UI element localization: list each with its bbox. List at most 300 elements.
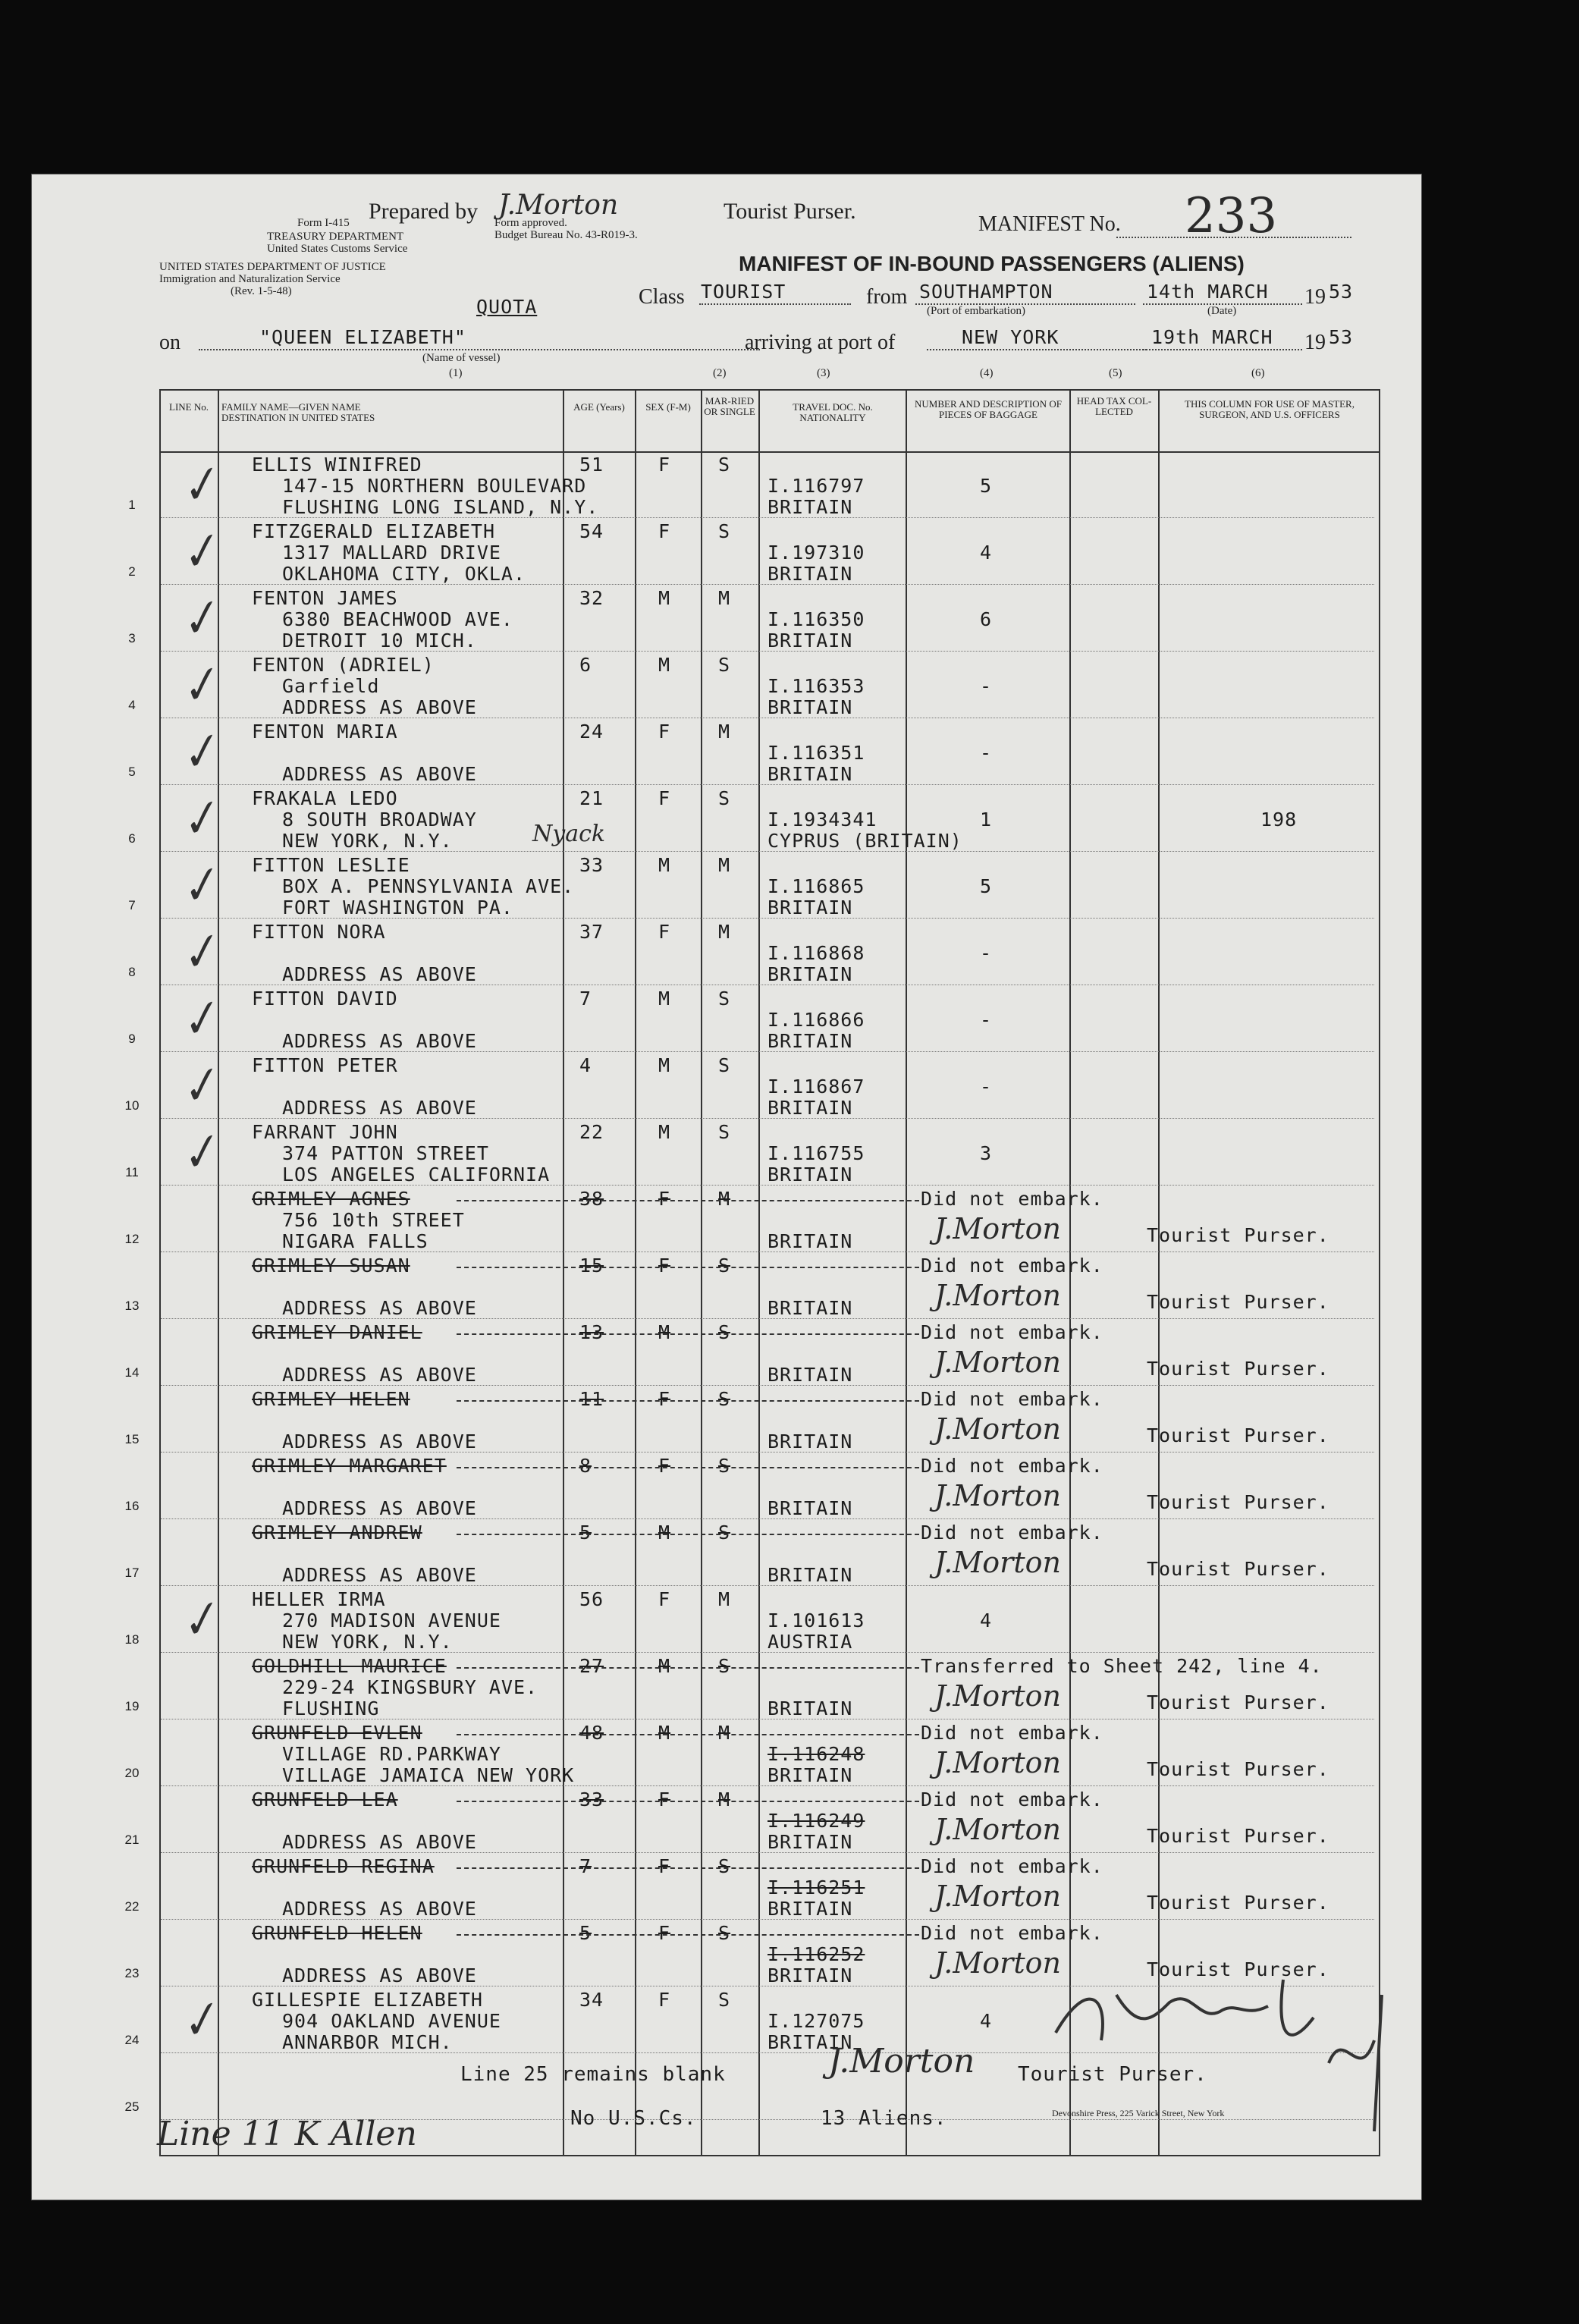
- col-number-5: (5): [1109, 367, 1122, 379]
- row-purser-signature: J.Morton: [934, 1679, 1061, 1713]
- row-age: 38: [579, 1188, 604, 1210]
- row-baggage: 4: [980, 2010, 993, 2032]
- budget-bureau: Budget Bureau No. 43-R019-3.: [494, 229, 638, 241]
- row-sex: M: [658, 1655, 671, 1677]
- row-address-2: NIGARA FALLS: [282, 1230, 428, 1252]
- manifest-no-value: 233: [1185, 188, 1278, 244]
- row-line-number: 21: [124, 1833, 140, 1847]
- row-address-2: ADDRESS AS ABOVE: [282, 763, 477, 785]
- row-marital-status: S: [718, 1255, 731, 1277]
- row-address-2: ADDRESS AS ABOVE: [282, 1497, 477, 1519]
- col-header-travel-doc: TRAVEL DOC. No. NATIONALITY: [793, 401, 873, 423]
- row-baggage: -: [980, 742, 993, 764]
- row-travel-doc: I.116866: [768, 1009, 865, 1031]
- row-line-number: 11: [125, 1165, 139, 1179]
- row-marital-status: S: [718, 1321, 731, 1343]
- table-row: [32, 919, 1421, 986]
- row-name: FITTON DAVID: [252, 988, 398, 1010]
- row-name: GRIMLEY DANIEL: [252, 1321, 422, 1343]
- officer-handwriting: [1041, 1949, 1405, 2147]
- row-strike-dashes: [457, 1801, 919, 1802]
- row-name: GRIMLEY SUSAN: [252, 1255, 410, 1277]
- row-strike-dashes: [457, 1534, 919, 1535]
- table-row: [32, 1186, 1421, 1253]
- row-address-1: 6380 BEACHWOOD AVE.: [282, 608, 513, 630]
- row-age: 4: [579, 1054, 592, 1076]
- check-mark-icon: ✓: [172, 988, 225, 1052]
- row-sex: F: [658, 1388, 671, 1410]
- row-line-number: 9: [128, 1032, 136, 1046]
- table-row: [32, 1253, 1421, 1320]
- prepared-by-label: Prepared by: [369, 199, 479, 224]
- table-row: [32, 519, 1421, 586]
- row-nationality: BRITAIN: [768, 1431, 853, 1452]
- row-remark: Tourist Purser.: [1147, 1691, 1329, 1713]
- col-number-6: (6): [1251, 367, 1265, 379]
- col-header-sex: SEX (F-M): [645, 401, 691, 413]
- row-purser-signature: J.Morton: [934, 1546, 1061, 1579]
- row-age: 22: [579, 1121, 604, 1143]
- row-age: 48: [579, 1722, 604, 1744]
- row-remark: Tourist Purser.: [1147, 1892, 1329, 1914]
- table-row: [32, 719, 1421, 786]
- row-address-2: ADDRESS AS ABOVE: [282, 1831, 477, 1853]
- row-age: 13: [579, 1321, 604, 1343]
- row-age: 51: [579, 454, 604, 476]
- row-address-1: VILLAGE RD.PARKWAY: [282, 1743, 501, 1765]
- row-marital-status: M: [718, 854, 731, 876]
- row-sex: M: [658, 654, 671, 676]
- row-sex: F: [658, 1455, 671, 1477]
- row-marital-status: M: [718, 921, 731, 943]
- row-nationality: BRITAIN: [768, 2031, 853, 2053]
- row-name: FARRANT JOHN: [252, 1121, 398, 1143]
- table-row: [32, 1320, 1421, 1387]
- row-marital-status: S: [718, 520, 731, 542]
- row-sex: F: [658, 1989, 671, 2011]
- row-remark: Tourist Purser.: [1147, 1491, 1329, 1513]
- customs-service: United States Customs Service: [267, 243, 408, 255]
- table-row: [32, 1520, 1421, 1587]
- row-strike-dashes: [457, 1467, 919, 1468]
- row-nationality: CYPRUS (BRITAIN): [768, 830, 962, 852]
- row-line-number: 7: [128, 898, 136, 912]
- row-purser-signature: J.Morton: [934, 1279, 1061, 1312]
- row-nationality: BRITAIN: [768, 1030, 853, 1052]
- row-address-1: 147-15 NORTHERN BOULEVARD: [282, 475, 587, 497]
- row-age: 7: [579, 1855, 592, 1877]
- table-row: [32, 786, 1421, 853]
- on-label: on: [159, 331, 181, 354]
- row-line-number: 5: [128, 765, 136, 779]
- check-mark-icon: ✓: [172, 521, 225, 585]
- row-nationality: BRITAIN: [768, 1230, 853, 1252]
- check-mark-icon: ✓: [172, 1589, 225, 1653]
- from-caption: (Port of embarkation): [927, 305, 1025, 317]
- row-nationality: BRITAIN: [768, 897, 853, 919]
- row-nationality: BRITAIN: [768, 1964, 853, 1986]
- row-marital-status: M: [718, 1588, 731, 1610]
- row-strike-dashes: [457, 1667, 919, 1669]
- row-sex: F: [658, 1789, 671, 1811]
- row-address-1: 374 PATTON STREET: [282, 1142, 489, 1164]
- table-row: [32, 586, 1421, 652]
- row-line-number: 1: [128, 498, 136, 512]
- row-address-2: ADDRESS AS ABOVE: [282, 696, 477, 718]
- row-nationality: BRITAIN: [768, 1364, 853, 1386]
- col-number-3: (3): [817, 367, 830, 379]
- row-travel-doc: I.116755: [768, 1142, 865, 1164]
- row-line-number: 13: [124, 1299, 140, 1313]
- row-baggage: 4: [980, 542, 993, 564]
- row-nationality: BRITAIN: [768, 1297, 853, 1319]
- row-nationality: BRITAIN: [768, 1564, 853, 1586]
- row-line-number: 8: [128, 965, 136, 979]
- row-travel-doc: I.116249: [768, 1810, 865, 1832]
- table-row: [32, 452, 1421, 519]
- row-line-number: 19: [124, 1699, 140, 1713]
- row-line-number: 24: [124, 2033, 140, 2047]
- row-baggage: Did not embark.: [921, 1922, 1103, 1944]
- table-row: [32, 1854, 1421, 1920]
- row-baggage: -: [980, 942, 993, 964]
- depart-year-prefix: 19: [1304, 285, 1326, 309]
- arrival-year-prefix: 19: [1304, 331, 1326, 354]
- row-baggage: Did not embark.: [921, 1188, 1103, 1210]
- row-baggage: Did not embark.: [921, 1255, 1103, 1277]
- row-sex: F: [658, 1255, 671, 1277]
- row-nationality: BRITAIN: [768, 496, 853, 518]
- row-sex: M: [658, 988, 671, 1010]
- row-marital-status: S: [718, 1455, 731, 1477]
- row-baggage: -: [980, 675, 993, 697]
- row-address-2: ADDRESS AS ABOVE: [282, 963, 477, 985]
- row-nationality: BRITAIN: [768, 1697, 853, 1719]
- table-row: [32, 986, 1421, 1053]
- row-nationality: BRITAIN: [768, 563, 853, 585]
- row-line-number: 3: [128, 631, 136, 645]
- manifest-sheet: [32, 174, 1421, 2200]
- check-mark-icon: ✓: [172, 588, 225, 652]
- row-travel-doc: I.116353: [768, 675, 865, 697]
- row-nationality: BRITAIN: [768, 1898, 853, 1920]
- row-address-2: ADDRESS AS ABOVE: [282, 1564, 477, 1586]
- row-age: 15: [579, 1255, 604, 1277]
- row-purser-signature: J.Morton: [934, 1813, 1061, 1846]
- col-header-name: FAMILY NAME—GIVEN NAME DESTINATION IN UNITED STATES: [221, 401, 375, 423]
- row-remark: Tourist Purser.: [1147, 1758, 1329, 1780]
- table-row: [32, 1587, 1421, 1653]
- row-nationality: BRITAIN: [768, 1764, 853, 1786]
- row-remark: Tourist Purser.: [1147, 1558, 1329, 1580]
- row-nationality: BRITAIN: [768, 1497, 853, 1519]
- row-baggage: Did not embark.: [921, 1722, 1103, 1744]
- row-name: GRIMLEY MARGARET: [252, 1455, 447, 1477]
- row-travel-doc: I.116351: [768, 742, 865, 764]
- row-purser-signature: J.Morton: [934, 1212, 1061, 1245]
- arriving-label: arriving at port of: [745, 331, 896, 354]
- check-mark-icon: ✓: [172, 655, 225, 718]
- from-value: SOUTHAMPTON: [919, 281, 1053, 303]
- row-sex: F: [658, 1588, 671, 1610]
- row-age: 11: [579, 1388, 604, 1410]
- row-line-number: 14: [124, 1365, 140, 1380]
- row-nationality: AUSTRIA: [768, 1631, 853, 1653]
- row-sex: M: [658, 1121, 671, 1143]
- no-uscs: No U.S.Cs.: [570, 2107, 697, 2130]
- row-address-2: FORT WASHINGTON PA.: [282, 897, 513, 919]
- row-name: GRUNFELD HELEN: [252, 1922, 422, 1944]
- row-nationality: BRITAIN: [768, 763, 853, 785]
- printer-credit: Devonshire Press, 225 Varick Street, New York: [1052, 2108, 1225, 2118]
- table-row: [32, 1053, 1421, 1120]
- row-baggage: 5: [980, 875, 993, 897]
- col-header-baggage: NUMBER AND DESCRIPTION OF PIECES OF BAGGAGE: [915, 398, 1062, 420]
- manifest-title: MANIFEST OF IN-BOUND PASSENGERS (ALIENS): [739, 252, 1245, 275]
- row-address-2: ADDRESS AS ABOVE: [282, 1364, 477, 1386]
- row-handwritten-note: Nyack: [532, 821, 606, 847]
- table-row: [32, 1387, 1421, 1453]
- row-strike-dashes: [457, 1400, 919, 1402]
- row-age: 5: [579, 1922, 592, 1944]
- row-name: FENTON JAMES: [252, 587, 398, 609]
- row-strike-dashes: [457, 1200, 919, 1201]
- row-baggage: 3: [980, 1142, 993, 1164]
- row-address-1: 229-24 KINGSBURY AVE.: [282, 1676, 538, 1698]
- row-address-2: ADDRESS AS ABOVE: [282, 1898, 477, 1920]
- row-travel-doc: I.116867: [768, 1076, 865, 1098]
- row-address-2: ADDRESS AS ABOVE: [282, 1431, 477, 1452]
- row-name: FITTON NORA: [252, 921, 386, 943]
- row-remark: Tourist Purser.: [1147, 1224, 1329, 1246]
- table-row: [32, 652, 1421, 719]
- form-approved: Form approved.: [494, 217, 567, 229]
- row-age: 8: [579, 1455, 592, 1477]
- row-travel-doc: I.116868: [768, 942, 865, 964]
- date-caption: (Date): [1207, 305, 1237, 317]
- row-name: GOLDHILL MAURICE: [252, 1655, 447, 1677]
- row-sex: F: [658, 921, 671, 943]
- row-age: 6: [579, 654, 592, 676]
- row-purser-signature: J.Morton: [934, 1346, 1061, 1379]
- check-mark-icon: ✓: [172, 1122, 225, 1186]
- table-row: [32, 1453, 1421, 1520]
- row-age: 54: [579, 520, 604, 542]
- row-baggage: 5: [980, 475, 993, 497]
- row-marital-status: S: [718, 787, 731, 809]
- row-baggage: -: [980, 1076, 993, 1098]
- row-sex: F: [658, 721, 671, 743]
- col-number-4: (4): [980, 367, 994, 379]
- row-name: FITTON PETER: [252, 1054, 398, 1076]
- row-line-number: 2: [128, 564, 136, 579]
- row-sex: M: [658, 587, 671, 609]
- row-address-2: ADDRESS AS ABOVE: [282, 1964, 477, 1986]
- row-name: FITZGERALD ELIZABETH: [252, 520, 496, 542]
- manifest-no-label: MANIFEST No.: [978, 212, 1121, 236]
- depart-year: 53: [1329, 281, 1354, 303]
- table-row: [32, 1787, 1421, 1854]
- depart-date: 14th MARCH: [1147, 281, 1269, 303]
- row-travel-doc: I.116350: [768, 608, 865, 630]
- row-marital-status: S: [718, 1121, 731, 1143]
- row-address-2: FLUSHING: [282, 1697, 380, 1719]
- row-age: 34: [579, 1989, 604, 2011]
- check-mark-icon: ✓: [172, 454, 225, 518]
- row-baggage: Did not embark.: [921, 1855, 1103, 1877]
- row-name: FITTON LESLIE: [252, 854, 410, 876]
- check-mark-icon: ✓: [172, 855, 225, 919]
- vessel-name: "QUEEN ELIZABETH": [259, 326, 466, 348]
- row-address-2: OKLAHOMA CITY, OKLA.: [282, 563, 526, 585]
- table-row: [32, 853, 1421, 919]
- check-mark-icon: ✓: [172, 922, 225, 985]
- row-sex: F: [658, 1922, 671, 1944]
- col-header-officers: THIS COLUMN FOR USE OF MASTER, SURGEON, AND U.S. OFFICERS: [1185, 398, 1355, 420]
- row-age: 21: [579, 787, 604, 809]
- row-baggage: Did not embark.: [921, 1789, 1103, 1811]
- aliens-count: 13 Aliens.: [821, 2107, 947, 2130]
- row-marital-status: S: [718, 988, 731, 1010]
- check-mark-icon: ✓: [172, 1990, 225, 2053]
- row-marital-status: M: [718, 721, 731, 743]
- row-baggage: -: [980, 1009, 993, 1031]
- form-number: Form I-415: [297, 217, 350, 229]
- row-sex: F: [658, 787, 671, 809]
- row-remark: Tourist Purser.: [1147, 1825, 1329, 1847]
- row-travel-doc: I.116252: [768, 1943, 865, 1965]
- row-marital-status: M: [718, 1789, 731, 1811]
- row-name: GRUNFELD EVLEN: [252, 1722, 422, 1744]
- class-value: TOURIST: [701, 281, 786, 303]
- row-address-2: ADDRESS AS ABOVE: [282, 1297, 477, 1319]
- table-row: [32, 1720, 1421, 1787]
- vessel-caption: (Name of vessel): [422, 352, 501, 364]
- row-baggage: 1: [980, 809, 993, 831]
- row-marital-status: M: [718, 1722, 731, 1744]
- row-remark: Tourist Purser.: [1147, 1291, 1329, 1313]
- row-marital-status: S: [718, 1655, 731, 1677]
- row-remark: Tourist Purser.: [1147, 1424, 1329, 1446]
- row-sex: F: [658, 1855, 671, 1877]
- row-line-number: 10: [124, 1098, 140, 1113]
- row-sex: F: [658, 1188, 671, 1210]
- row-name: FENTON MARIA: [252, 721, 398, 743]
- row-strike-dashes: [457, 1934, 919, 1936]
- row-travel-doc: I.1934341: [768, 809, 877, 831]
- row-name: FRAKALA LEDO: [252, 787, 398, 809]
- row-age: 7: [579, 988, 592, 1010]
- row-address-2: ADDRESS AS ABOVE: [282, 1097, 477, 1119]
- row-address-1: Garfield: [282, 675, 380, 697]
- row-officer-column: 198: [1260, 809, 1298, 831]
- row-address-1: 904 OAKLAND AVENUE: [282, 2010, 501, 2032]
- row-line-number: 16: [124, 1499, 140, 1513]
- quota-label: QUOTA: [476, 296, 538, 318]
- row-nationality: BRITAIN: [768, 1164, 853, 1186]
- row-travel-doc: I.116797: [768, 475, 865, 497]
- row-travel-doc: I.116865: [768, 875, 865, 897]
- col-number-2: (2): [713, 367, 727, 379]
- row-age: 37: [579, 921, 604, 943]
- row-marital-status: S: [718, 1922, 731, 1944]
- row-marital-status: S: [718, 1855, 731, 1877]
- row-age: 33: [579, 854, 604, 876]
- from-label: from: [866, 285, 908, 309]
- row-line-number: 23: [124, 1966, 140, 1980]
- row-line-number: 12: [124, 1232, 140, 1246]
- row-sex: M: [658, 1321, 671, 1343]
- row-sex: M: [658, 854, 671, 876]
- row-address-1: 1317 MALLARD DRIVE: [282, 542, 501, 564]
- row-baggage: Did not embark.: [921, 1522, 1103, 1544]
- row-purser-signature: J.Morton: [934, 1746, 1061, 1779]
- check-mark-icon: ✓: [172, 788, 225, 852]
- row-sex: F: [658, 520, 671, 542]
- row-name: GRUNFELD LEA: [252, 1789, 398, 1811]
- row-travel-doc: I.116251: [768, 1876, 865, 1898]
- row-strike-dashes: [457, 1867, 919, 1869]
- row-line-number: 25: [124, 2099, 140, 2114]
- row-travel-doc: I.127075: [768, 2010, 865, 2032]
- row-baggage: Did not embark.: [921, 1388, 1103, 1410]
- row-strike-dashes: [457, 1267, 919, 1268]
- row-nationality: BRITAIN: [768, 1831, 853, 1853]
- footer-purser: Tourist Purser.: [1018, 2063, 1207, 2086]
- row-name: HELLER IRMA: [252, 1588, 386, 1610]
- row-age: 33: [579, 1789, 604, 1811]
- col-header-married: MAR-RIED OR SINGLE: [704, 395, 755, 417]
- row-sex: M: [658, 1722, 671, 1744]
- row-line-number: 4: [128, 698, 136, 712]
- row-travel-doc: I.101613: [768, 1610, 865, 1632]
- row-marital-status: S: [718, 454, 731, 476]
- row-line-number: 6: [128, 831, 136, 846]
- check-mark-icon: ✓: [172, 721, 225, 785]
- row-remark: Tourist Purser.: [1147, 1958, 1329, 1980]
- row-line-number: 17: [124, 1566, 140, 1580]
- row-nationality: BRITAIN: [768, 963, 853, 985]
- check-mark-icon: ✓: [172, 1055, 225, 1119]
- col-header-line: LINE No.: [169, 401, 209, 413]
- dept-justice: UNITED STATES DEPARTMENT OF JUSTICE: [159, 261, 386, 273]
- col-number-1: (1): [449, 367, 463, 379]
- row-name: GRIMLEY ANDREW: [252, 1522, 422, 1544]
- row-address-1: 270 MADISON AVENUE: [282, 1610, 501, 1632]
- class-label: Class: [639, 285, 685, 309]
- arrival-year: 53: [1329, 326, 1354, 348]
- row-marital-status: S: [718, 1522, 731, 1544]
- row-marital-status: M: [718, 1188, 731, 1210]
- row-address-1: 756 10th STREET: [282, 1209, 465, 1231]
- line11-hand-note: Line 11 K Allen: [157, 2115, 417, 2153]
- row-nationality: BRITAIN: [768, 696, 853, 718]
- row-address-2: ANNARBOR MICH.: [282, 2031, 453, 2053]
- row-sex: M: [658, 1522, 671, 1544]
- row-address-2: ADDRESS AS ABOVE: [282, 1030, 477, 1052]
- row-marital-status: S: [718, 1388, 731, 1410]
- row-baggage: 4: [980, 1610, 993, 1632]
- row-travel-doc: I.197310: [768, 542, 865, 564]
- row-sex: F: [658, 454, 671, 476]
- row-name: GILLESPIE ELIZABETH: [252, 1989, 483, 2011]
- row-line-number: 20: [124, 1766, 140, 1780]
- row-name: GRIMLEY AGNES: [252, 1188, 410, 1210]
- row-baggage: 6: [980, 608, 993, 630]
- row-name: GRUNFELD REGINA: [252, 1855, 435, 1877]
- row-marital-status: S: [718, 1989, 731, 2011]
- row-line-number: 18: [124, 1632, 140, 1647]
